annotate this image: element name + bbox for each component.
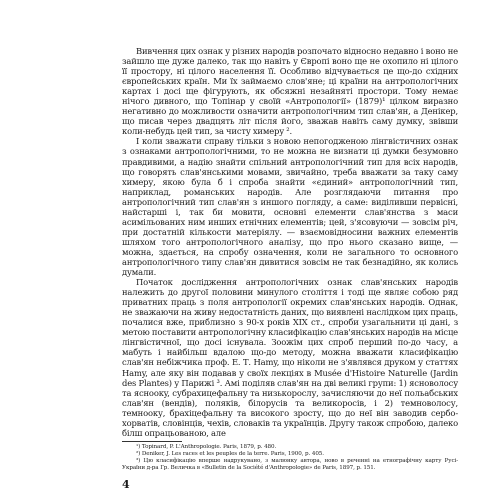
footnotes	[122, 444, 458, 472]
footnote: ²) Deniker, J. Les races et les peuples de la terre. Paris, 1900, p. 405.	[136, 450, 324, 457]
footnote: ³) Цю класифікацію вперше надрукувано, з малюнку автора, ново в реченні на етнографічну карту Русі-України д-ра Гр. Величка в «Bulletin de la Société d'Anthropologie» de Paris, 1897, p. 151.	[122, 457, 458, 471]
paragraph: І коли зважати справу тільки з новою непогодженою лінгвістичних ознак з ознаками антропологічними, то не можна не визнати ці думки безумовно правдивими, а надію знайти спільний антропологічний тип для всіх народів, що говорять слав'янськими мовами, звичайно, треба вважати за таку саму химеру, якою була б і спроба знайти «єдиний» антропологічний тип, наприклад, романських народів. Але розглядаючи питання про антропологічний тип слав'ян з иншого погляду, а саме: виділивши первісні, найстарші і, так би мовити, основні елементи слав'янства з маси асимільованих ним инших етнічних елементів; цей, з'ясовуючи — зовсім річ, при достатній кількости матеріялу. — взаємовідносини важних елементів шляхом того антропологічного аналізу, що про нього сказано вище, — можна, здається, на спробу означення, коли не загального то основного антропологічного типу слав'ян дивитися зовсім не так безнадійно, як колись думали.	[122, 136, 458, 278]
footnote: ¹) Topinard, P. L'Anthropologie. Paris, 1879, p. 480.	[136, 444, 277, 450]
paragraph: Початок дослідження антропологічних ознак слав'янських народів належить до другої половини минулого століття і тоді ще являє собою ряд приватних праць з поля антропології окремих слав'янських народів. Однак, не зважаючи на живу недостатність даних, що виявлені наслідком цих праць, почалися вже, приблизно з 90-х років XIX ст., спроби узагальнити ці дані, з метою поставити антропологічну класифікацію слав'янських народів на місце лінгвістичної, що досі існувала. Зоожім цих спроб перший по-до часу, а мабуть і найбільш вдалою що-до методу, можна вважати класифікацію слав'ян небіжчика проф. Е. Т. Hamy, що ніколи не з'являвся друком у статтях Hamy, але яку він подавав у своїх лекціях в Musée d'Histoire Naturelle (Jardin des Plantes) у Парижі ³. Амі поділяв слав'ян на дві великі групи: 1) ясноволосу та ясноокy, субрахицефальну та низькорослу, зачисляючи до неї польабських слав'ян (вендів), поляків, білорусів та великоросів, і 2) темноволосу, темнооку, брахіцефальну та високого зросту, що до неї він заводив сербо-хорватів, словінців, чехів, словаків та українців. Другу також спробою, далеко білш опрацьованою, але	[122, 277, 458, 438]
main-text	[122, 46, 458, 438]
paragraph: Вивчення цих ознак у різних народів розпочато відносно недавно і воно не зайшло ще дуже далеко, так що навіть у Європі воно ще не охопило ні цілого її простору, ні цілого населення її. Особливо відчувається це що-до східних європейських країн. Ми їх займаємо слов'яне; ці країни на антропологічних картах і досі ще фігурують, як обсяжні незайняті простори. Тому немає нічого дивного, що Топінар у своїй «Антропології» (1879)¹ цілком виразно негативно до можливости означити антропологічним тип слав'ян, а Денікер, що писав через двадцять літ після його, зважав навіть саму думку, звівши коли-небудь цей тип, за чисту химеру ².	[122, 46, 458, 137]
page-number: 4	[122, 478, 130, 491]
footnote-divider	[122, 441, 182, 442]
